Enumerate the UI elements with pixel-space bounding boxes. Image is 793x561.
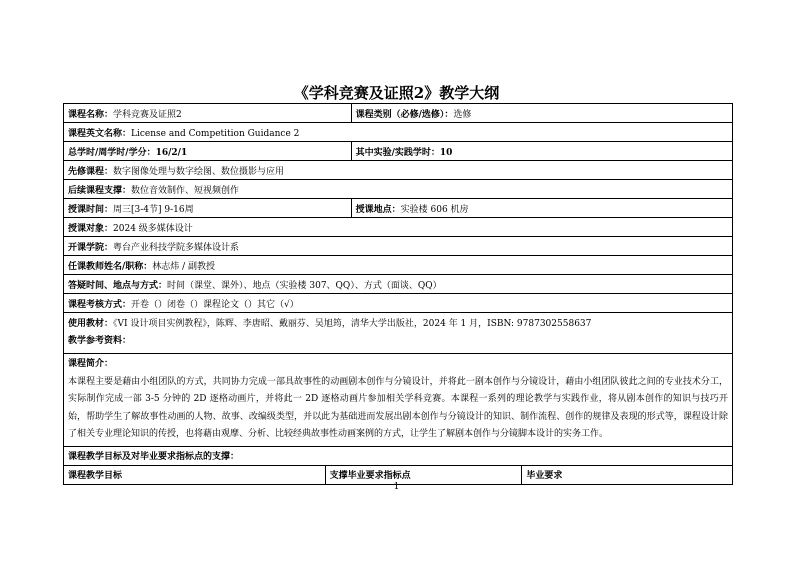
page-title: 《学科竞赛及证照2》教学大纲 xyxy=(293,84,500,102)
page-number: 1 xyxy=(393,482,400,492)
header-requirement: 毕业要求 xyxy=(522,465,733,484)
class-time: 授课时间：周三[3-4节] 9-16周 xyxy=(64,199,352,218)
objectives-heading: 课程教学目标及对毕业要求指标点的支撑： xyxy=(64,446,733,465)
header-indicator: 支撑毕业要求指标点 xyxy=(325,465,522,484)
syllabus-table xyxy=(63,103,733,485)
teacher: 任课教师姓名/职称：林志炜 / 副教授 xyxy=(64,256,733,275)
lab-hours: 其中实验/实践学时：10 xyxy=(351,142,732,161)
textbook: 使用教材：《VI 设计项目实例教程》，陈辉、李唐昭、戴丽芬、吴旭筠，清华大学出版社，2024 年 1 月，ISBN: 9787302558637 xyxy=(68,319,592,329)
course-intro: 课程简介： 本课程主要是藉由小组团队的方式，共同协力完成一部具故事性的动画剧本创作与分镜设计，并将此一剧本创作与分镜设计，藉由小组团队彼此之间的专业技术分工，实际制作完成一部 3-5 分钟的 2D 逐格动画片，并将此一 2D 逐格动画片参加相关学科竞赛。本课程一系列的理论教学与实践作业，将从剧本创作的知识与技巧开始，帮助学生了解故事性动画的人物、故事、改编级类型，并以此为基础进而发展出剧本创作与分镜设计的知识、制作流程、创作的规律及表现的形式等，课程设计除了相关专业理论知识的传授，也将藉由观摩、分析、比较经典故事性动画案例的方式，让学生了解剧本创作与分镜脚本设计的实务工作。 xyxy=(64,354,733,447)
english-name: 课程英文名称：License and Competition Guidance 2 xyxy=(64,123,733,142)
prerequisites: 先修课程：数字图像处理与数字绘图、数位摄影与应用 xyxy=(64,161,733,180)
college: 开课学院：粤台产业科技学院多媒体设计系 xyxy=(64,237,733,256)
course-type: 课程类别（必修/选修）：选修 xyxy=(351,104,732,123)
course-name: 课程名称：学科竞赛及证照2 xyxy=(64,104,352,123)
header-objective: 课程教学目标 xyxy=(64,465,326,484)
follow-up-courses: 后续课程支撑：数位音效制作、短视频创作 xyxy=(64,180,733,199)
office-hours: 答疑时间、地点与方式：时间（课堂、课外）、地点（实验楼 307、QQ）、方式（面谈、QQ） xyxy=(64,275,733,294)
references: 教学参考资料： xyxy=(68,336,132,346)
class-place: 授课地点：实验楼 606 机房 xyxy=(351,199,732,218)
textbook-and-references xyxy=(64,313,733,354)
audience: 授课对象：2024 级多媒体设计 xyxy=(64,218,733,237)
hours: 总学时/周学时/学分：16/2/1 xyxy=(64,142,352,161)
assessment: 课程考核方式：开卷（）闭卷（）课程论文（）其它（√） xyxy=(64,294,733,313)
